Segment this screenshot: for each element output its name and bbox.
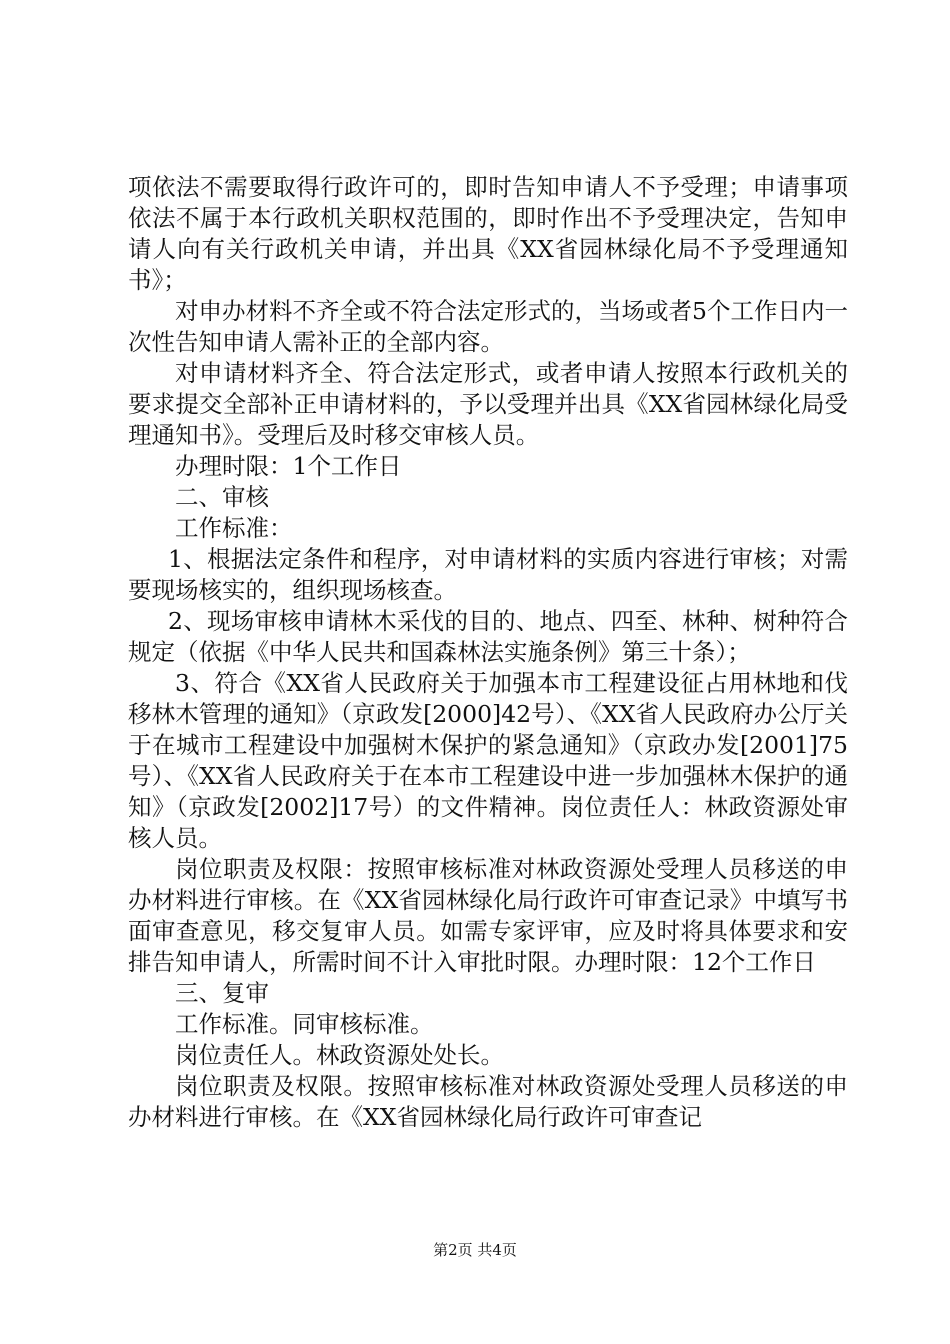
paragraph-incomplete-materials: 对申办材料不齐全或不符合法定形式的，当场或者5个工作日内一次性告知申请人需补正的全部内容。 (128, 297, 848, 356)
paragraph-acceptance: 对申请材料齐全、符合法定形式，或者申请人按照本行政机关的要求提交全部补正申请材料的，予以受理并出具《XX省园林绿化局受理通知书》。受理后及时移交审核人员。 (128, 359, 848, 449)
paragraph-work-standard-label: 工作标准： (175, 514, 293, 542)
paragraph-standard-item-3: 3、符合《XX省人民政府关于加强本市工程建设征占用林地和伐移林木管理的通知》（京政发[2000]42号）、《XX省人民政府办公厅关于在城市工程建设中加强树木保护的紧急通知》（京政办发[2001]75号）、《XX省人民政府关于在本市工程建设中进一步加强林木保护的通知》（京政发[2002]17号）的文件精神。岗位责任人：林政资源处审核人员。 (128, 669, 848, 852)
section-heading-review: 二、审核 (175, 483, 269, 511)
paragraph-review-duties: 岗位职责及权限：按照审核标准对林政资源处受理人员移送的申办材料进行审核。在《XX省园林绿化局行政许可审查记录》中填写书面审查意见，移交复审人员。如需专家评审，应及时将具体要求和安排告知申请人，所需时间不计入审批时限。办理时限：12个工作日 (128, 855, 848, 976)
page-number-footer: 第2页 共4页 (433, 1241, 517, 1259)
paragraph-standard-item-2: 2、现场审核申请林木采伐的目的、地点、四至、林种、树种符合规定（依据《中华人民共和国森林法实施条例》第三十条）； (128, 607, 848, 666)
paragraph-re-review-responsible: 岗位责任人。林政资源处处长。 (175, 1041, 504, 1069)
section-heading-re-review: 三、复审 (175, 979, 269, 1007)
paragraph-refusal-notice: 项依法不需要取得行政许可的，即时告知申请人不予受理；申请事项依法不属于本行政机关职权范围的，即时作出不予受理决定，告知申请人向有关行政机关申请，并出具《XX省园林绿化局不予受理通知书》； (128, 173, 848, 294)
paragraph-standard-item-1: 1、根据法定条件和程序，对申请材料的实质内容进行审核；对需要现场核实的，组织现场核查。 (128, 545, 848, 604)
document-body (128, 172, 848, 1133)
paragraph-re-review-standard: 工作标准。同审核标准。 (175, 1010, 434, 1038)
paragraph-acceptance-time-limit: 办理时限：1个工作日 (175, 452, 402, 480)
paragraph-re-review-duties: 岗位职责及权限。按照审核标准对林政资源处受理人员移送的申办材料进行审核。在《XX省园林绿化局行政许可审查记 (128, 1072, 848, 1131)
